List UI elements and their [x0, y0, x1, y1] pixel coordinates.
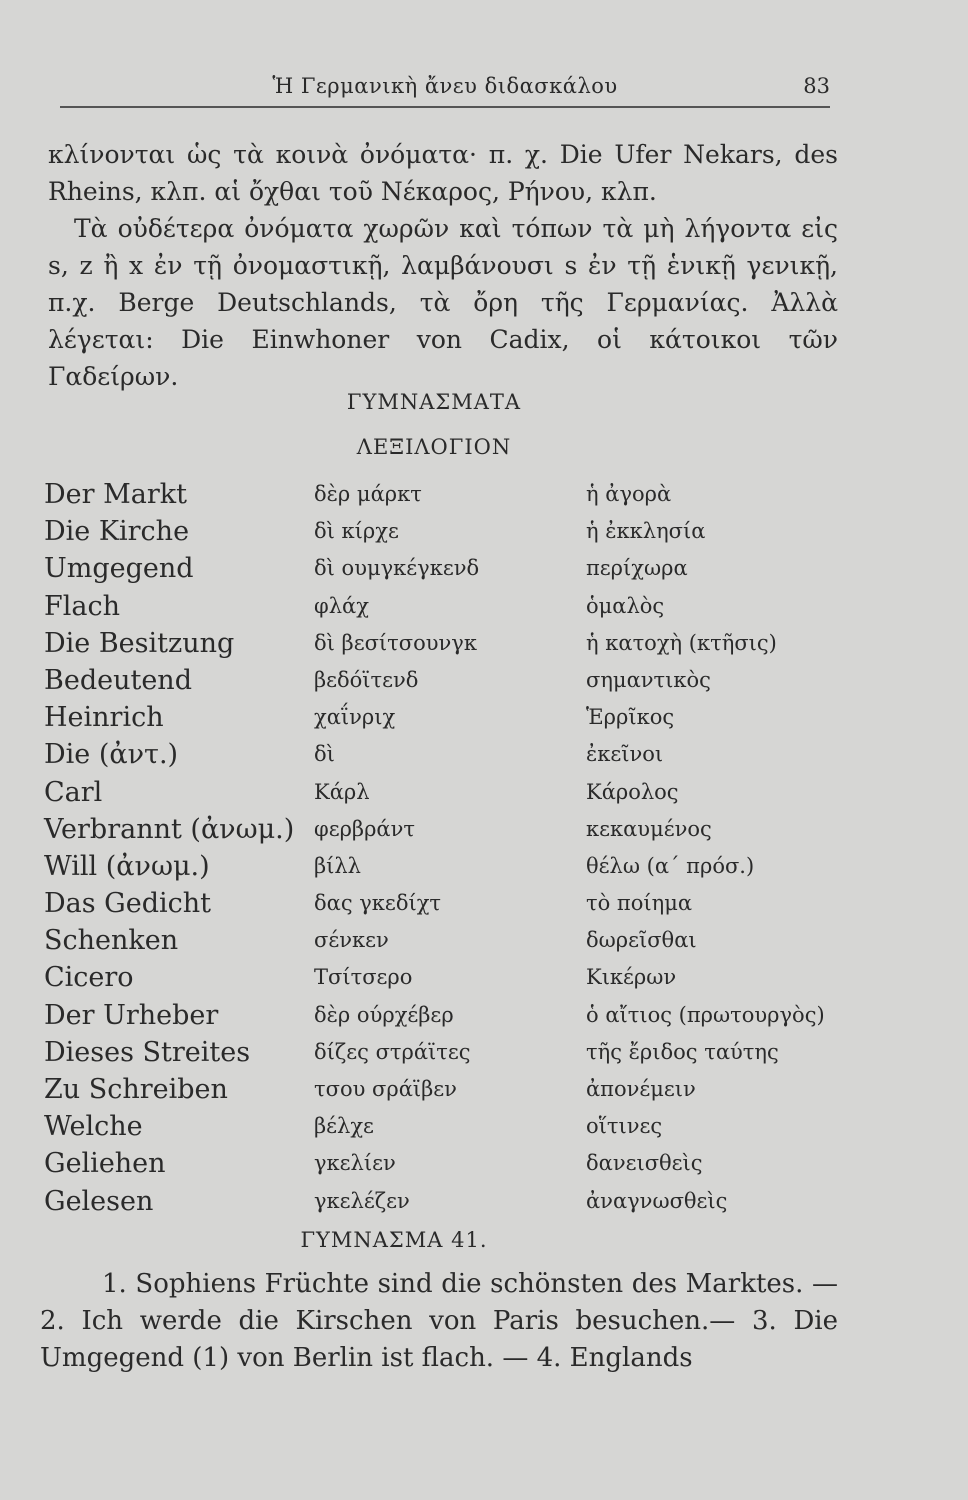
vocab-row	[44, 1145, 844, 1182]
vocab-german: Carl	[44, 776, 103, 808]
vocab-row	[44, 1183, 844, 1220]
vocab-german: Verbrannt (ἀνωμ.)	[44, 813, 295, 845]
vocab-greek: δανεισθεὶς	[586, 1151, 703, 1176]
vocab-row	[44, 1108, 844, 1145]
vocab-greek: Κικέρων	[586, 965, 677, 990]
vocab-pronunciation: δὲρ ούρχέβερ	[314, 1002, 454, 1027]
vocab-german: Geliehen	[44, 1148, 166, 1180]
vocab-pronunciation: δὲρ μάρκτ	[314, 482, 422, 506]
vocab-pronunciation: χαΐνριχ	[314, 705, 396, 730]
vocab-german: Die Besitzung	[44, 627, 235, 659]
vocab-row	[44, 588, 844, 625]
vocab-german: Der Markt	[44, 479, 187, 510]
vocab-pronunciation: δὶ βεσίτσουνγκ	[314, 630, 477, 655]
vocab-pronunciation: Τσίτσερο	[314, 965, 413, 990]
vocab-pronunciation: βίλλ	[314, 853, 361, 878]
vocab-row	[44, 625, 844, 662]
vocab-greek: Ἑρρῖκος	[586, 705, 675, 730]
vocab-pronunciation: γκελέζεν	[314, 1188, 410, 1213]
vocab-pronunciation: φερβράντ	[314, 816, 415, 841]
vocab-pronunciation: βέλχε	[314, 1114, 374, 1139]
vocab-pronunciation: σένκεν	[314, 928, 389, 953]
vocab-german: Will (ἀνωμ.)	[44, 850, 210, 882]
vocab-row	[44, 662, 844, 699]
exercise-41-paragraph: 1. Sophiens Früchte sind die schönsten des Marktes. —2. Ich werde die Kirschen von Paris besuchen.— 3. Die Umgegend (1) von Berlin ist flach. — 4. Englands	[40, 1269, 838, 1373]
vocab-german: Cicero	[44, 962, 134, 994]
vocab-german: Schenken	[44, 925, 179, 957]
vocab-german: Umgegend	[44, 553, 194, 585]
vocab-greek: τῆς ἔριδος ταύτης	[586, 1039, 779, 1064]
vocab-german: Welche	[44, 1111, 143, 1143]
vocab-pronunciation: Κάρλ	[314, 779, 370, 804]
vocab-row	[44, 922, 844, 959]
vocab-row	[44, 811, 844, 848]
vocab-greek: δωρεῖσθαι	[586, 928, 697, 953]
vocab-row	[44, 699, 844, 736]
vocab-pronunciation: βεδόϊτενδ	[314, 667, 419, 692]
vocab-greek: οἵτινες	[586, 1114, 663, 1139]
header-rule	[60, 106, 830, 108]
vocab-german: Die (ἀντ.)	[44, 739, 179, 771]
vocab-row	[44, 736, 844, 773]
vocab-german: Flach	[44, 590, 120, 622]
vocabulary-heading: ΛΕΞΙΛΟΓΙΟΝ	[356, 435, 512, 459]
vocab-row	[44, 513, 844, 550]
vocab-row	[44, 885, 844, 922]
vocab-greek: θέλω (α΄ πρόσ.)	[586, 853, 755, 878]
vocabulary-list	[44, 476, 844, 1220]
vocab-row	[44, 476, 844, 513]
vocab-row	[44, 1034, 844, 1071]
vocab-greek: ὁ αἴτιος (πρωτουργὸς)	[586, 1002, 825, 1027]
running-header	[60, 74, 830, 108]
vocab-pronunciation: δίζες στράϊτες	[314, 1039, 471, 1064]
vocab-greek: περίχωρα	[586, 556, 688, 581]
vocab-greek: ἀπονέμειν	[586, 1077, 696, 1101]
vocab-greek: σημαντικὸς	[586, 667, 711, 692]
vocab-pronunciation: φλάχ	[314, 593, 369, 618]
exercises-heading: ΓΥΜΝΑΣΜΑΤΑ	[346, 390, 522, 414]
vocab-german: Bedeutend	[44, 664, 192, 696]
vocab-greek: ἡ ἀγορὰ	[586, 482, 672, 506]
vocab-german: Heinrich	[44, 702, 164, 734]
vocab-greek: Κάρολος	[586, 779, 679, 804]
exercise-41-heading: ΓΥΜΝΑΣΜΑ 41.	[300, 1228, 488, 1252]
vocab-greek: ἡ κατοχὴ (κτῆσις)	[586, 630, 777, 655]
vocab-row	[44, 1071, 844, 1108]
vocab-pronunciation: γκελίεν	[314, 1151, 396, 1176]
vocab-greek: ὁμαλὸς	[586, 593, 665, 618]
exercise-41-text	[40, 1266, 838, 1377]
vocab-greek: ἀναγνωσθεὶς	[586, 1188, 728, 1213]
intro-text	[48, 136, 838, 395]
intro-paragraph-1: κλίνονται ὡς τὰ κοινὰ ὀνόματα· π. χ. Die Ufer Nekars, des Rheins, κλπ. αἱ ὄχθαι τοῦ Νέκαρος, Ρήνου, κλπ.	[48, 140, 838, 206]
vocab-greek: κεκαυμένος	[586, 816, 712, 841]
vocab-row	[44, 959, 844, 996]
vocab-row	[44, 997, 844, 1034]
vocab-german: Dieses Streites	[44, 1036, 251, 1068]
vocab-german: Zu Schreiben	[44, 1074, 228, 1105]
vocab-pronunciation: δὶ	[314, 742, 335, 767]
vocab-pronunciation: δας γκεδίχτ	[314, 891, 442, 916]
vocab-german: Der Urheber	[44, 999, 219, 1031]
vocab-row	[44, 550, 844, 587]
vocab-german: Gelesen	[44, 1185, 154, 1217]
page-number: 83	[803, 74, 830, 98]
vocab-greek: ἐκεῖνοι	[586, 742, 664, 767]
vocab-pronunciation: τσου σράϊβεν	[314, 1077, 457, 1101]
vocab-pronunciation: δὶ κίρχε	[314, 519, 399, 544]
intro-paragraph-2: Τὰ οὐδέτερα ὀνόματα χωρῶν καὶ τόπων τὰ μὴ λήγοντα εἰς s, z ἢ x ἐν τῇ ὀνομαστικῇ, λαμβάνουσι s ἐν τῇ ἑνικῇ γενικῇ, π.χ. Berge Deutschlands, τὰ ὄρη τῆς Γερμανίας. Ἀλλὰ λέγεται: Die Einwhoner von Cadix, οἱ κάτοικοι τῶν Γαδείρων.	[48, 214, 838, 391]
running-title: Ἡ Γερμανικὴ ἄνευ διδασκάλου	[272, 74, 618, 98]
vocab-pronunciation: δὶ ουμγκέγκενδ	[314, 556, 480, 581]
vocab-german: Die Kirche	[44, 516, 190, 548]
vocab-greek: τὸ ποίημα	[586, 891, 693, 916]
vocab-german: Das Gedicht	[44, 888, 212, 920]
vocab-greek: ἡ ἐκκλησία	[586, 519, 706, 544]
vocab-row	[44, 774, 844, 811]
vocab-row	[44, 848, 844, 885]
